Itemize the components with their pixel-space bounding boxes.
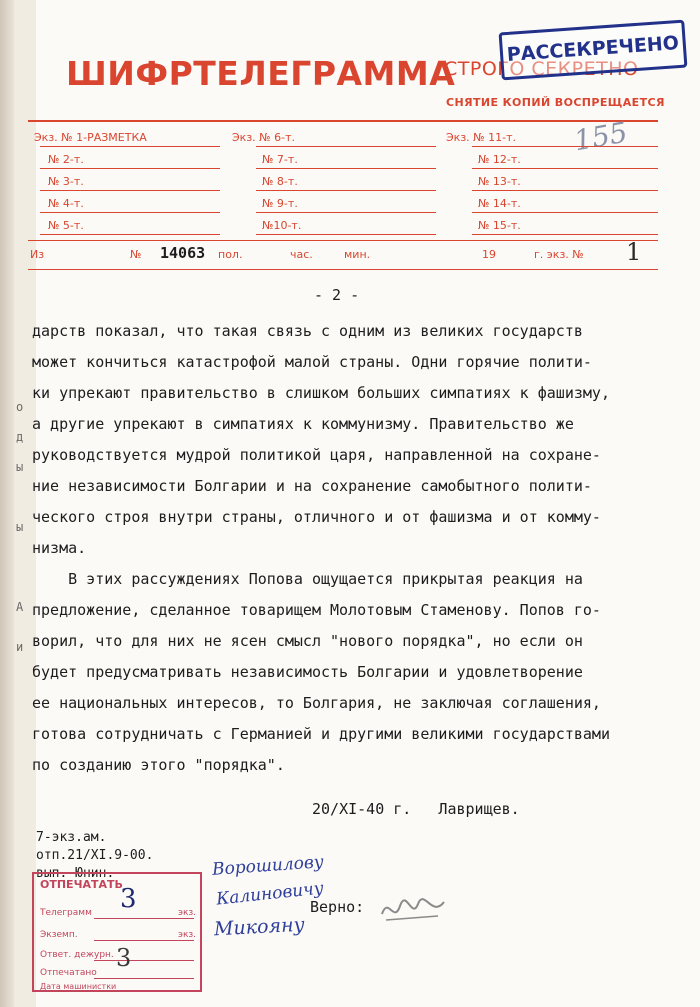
rule: [40, 212, 220, 213]
rule: [256, 168, 436, 169]
margin-fragment: ы: [16, 520, 24, 534]
margin-fragment: ы: [16, 460, 24, 474]
print-stamp-suffix: экз.: [178, 930, 197, 940]
copy-entry: № 2-т.: [48, 153, 84, 166]
rule: [94, 918, 194, 919]
copy-entry: Экз. № 6-т.: [232, 131, 295, 144]
copy-entry: № 3-т.: [48, 175, 84, 188]
binding-strip: [0, 0, 14, 1007]
body-line: по созданию этого "порядка".: [32, 756, 285, 774]
margin-fragment: д: [16, 430, 24, 444]
rule: [94, 940, 194, 941]
body-line: ческого строя внутри страны, отличного и от фашизма и от комму-: [32, 508, 601, 526]
rule: [472, 168, 658, 169]
margin-fragment: А: [16, 600, 24, 614]
rule: [472, 212, 658, 213]
from-label: Из: [30, 248, 45, 261]
body-line: ние независимости Болгарии и на сохранение самобытного полити-: [32, 477, 592, 495]
header-rule: [28, 120, 658, 122]
rule: [256, 212, 436, 213]
margin-fragment: о: [16, 400, 24, 414]
page-number: - 2 -: [314, 286, 360, 304]
body-line: будет предусматривать независимость Болгарии и удовлетворение: [32, 663, 583, 681]
handwritten-name: Микояну: [213, 913, 306, 941]
footer-issued: вып. Юнин.: [36, 866, 115, 881]
print-stamp-suffix: экз.: [178, 908, 197, 918]
copy-entry: № 4-т.: [48, 197, 84, 210]
minute-label: мин.: [344, 248, 371, 261]
hour-label: час.: [290, 248, 313, 261]
body-line: низма.: [32, 539, 87, 557]
copy-entry: № 15-т.: [478, 219, 521, 232]
body-line: руководствуется мудрой политикой царя, направленной на сохране-: [32, 446, 601, 464]
body-line: может кончиться катастрофой малой страны. Одни горячие полити-: [32, 353, 592, 371]
year-suffix: г. экз. №: [534, 248, 584, 261]
print-stamp-row: Телеграмм: [40, 908, 92, 918]
secrecy-label: СТРОГО СЕКРЕТНО: [444, 58, 639, 80]
rule: [40, 146, 220, 147]
number-label: №: [130, 248, 142, 261]
print-stamp-row: Экземп.: [40, 930, 78, 940]
print-stamp: [32, 872, 202, 992]
copy-entry: № 9-т.: [262, 197, 298, 210]
rule: [256, 234, 436, 235]
signature-scribble: [378, 890, 448, 930]
print-stamp-row: Ответ. дежурн.: [40, 950, 114, 960]
rule: [94, 960, 194, 961]
body-line: готова сотрудничать с Германией и другими великими государствами: [32, 725, 610, 743]
copy-entry: № 13-т.: [478, 175, 521, 188]
signature-line: 20/XI-40 г. Лаврищев.: [312, 800, 520, 818]
footer-copies: 7-экз.ам.: [36, 830, 107, 845]
dispatch-row: [28, 240, 658, 270]
copy-entry: Экз. № 11-т.: [446, 131, 516, 144]
hand-count-2: 3: [116, 944, 132, 972]
body-line: предложение, сделанное товарищем Молотовым Стаменову. Попов го-: [32, 601, 601, 619]
copy-entry: Экз. № 1-РАЗМЕТКА: [34, 131, 147, 144]
rule: [472, 234, 658, 235]
print-stamp-header: ОТПЕЧАТАТЬ: [40, 878, 123, 891]
copy-entry: № 7-т.: [262, 153, 298, 166]
received-label: пол.: [218, 248, 243, 261]
body-line: ее национальных интересов, то Болгария, не заключая соглашения,: [32, 694, 601, 712]
rule: [256, 146, 436, 147]
rule: [40, 168, 220, 169]
rule: [472, 146, 658, 147]
print-stamp-row: Дата машинистки: [40, 982, 117, 991]
handwritten-name: Ворошилову: [211, 852, 325, 880]
body-line: дарств показал, что такая связь с одним из великих государств: [32, 322, 583, 340]
copy-entry: № 14-т.: [478, 197, 521, 210]
certified-label: Верно:: [310, 898, 365, 916]
rule: [40, 234, 220, 235]
declassified-stamp: РАССЕКРЕЧЕНО: [499, 20, 688, 81]
rule: [40, 190, 220, 191]
copy-entry: № 8-т.: [262, 175, 298, 188]
no-copy-label: СНЯТИЕ КОПИЙ ВОСПРЕЩАЕТСЯ: [446, 96, 665, 109]
rule: [94, 978, 194, 979]
rule: [472, 190, 658, 191]
copy-entry: № 5-т.: [48, 219, 84, 232]
print-stamp-row: Отпечатано: [40, 968, 97, 978]
document-title: ШИФРТЕЛЕГРАММА: [66, 54, 456, 93]
telegram-number: 14063: [160, 244, 206, 262]
margin-fragment: и: [16, 640, 24, 654]
rule: [256, 190, 436, 191]
copy-entry: № 12-т.: [478, 153, 521, 166]
body-line: а другие упрекают в симпатиях к коммунизму. Правительство же: [32, 415, 574, 433]
body-line: ки упрекают правительство в слишком больших симпатиях к фашизму,: [32, 384, 610, 402]
handwritten-number: 155: [571, 115, 630, 158]
body-line: В этих рассуждениях Попова ощущается прикрытая реакция на: [32, 570, 583, 588]
copy-number: 1: [626, 238, 642, 266]
year-label: 19: [482, 248, 496, 261]
copy-entry: №10-т.: [262, 219, 302, 232]
handwritten-name: Калиновичу: [215, 878, 325, 910]
footer-sent: отп.21/XI.9-00.: [36, 848, 154, 863]
telegram-body: [32, 316, 692, 781]
body-line: ворил, что для них не ясен смысл "нового порядка", но если он: [32, 632, 583, 650]
hand-count: 3: [120, 884, 137, 914]
